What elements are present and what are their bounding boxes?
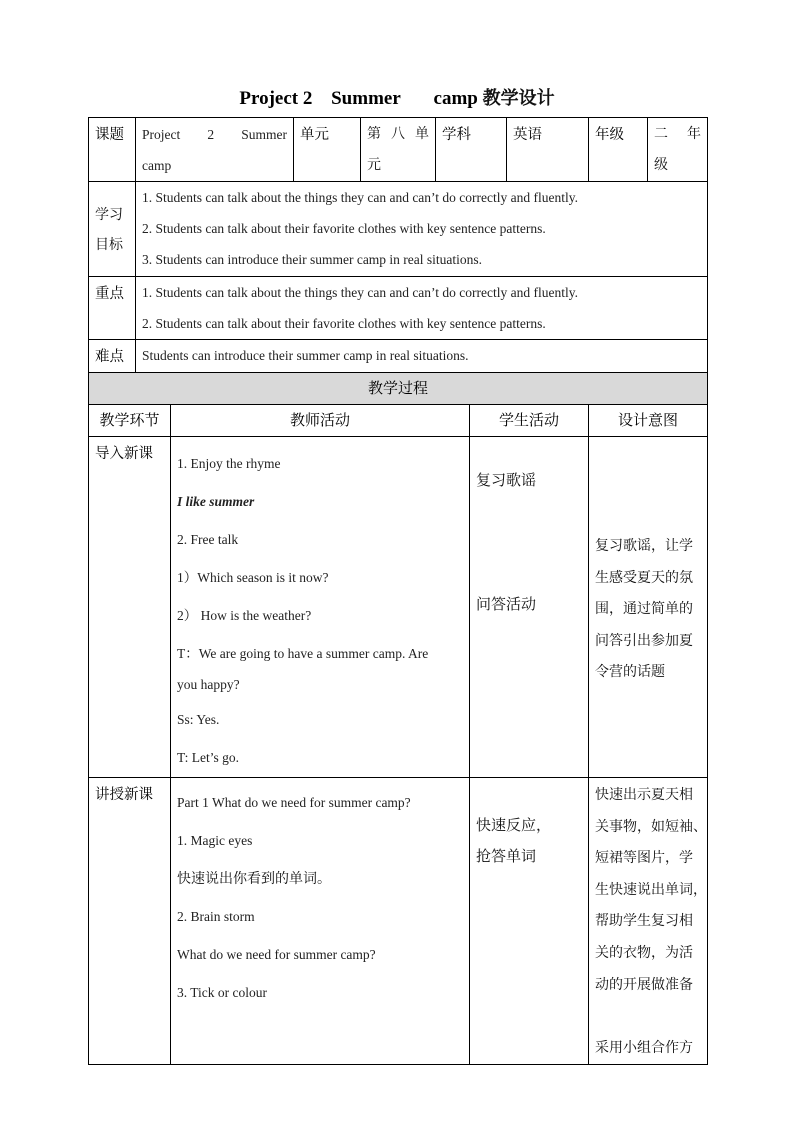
key-point-item: 2. Students can talk about their favorite clothes with key sentence patterns. (142, 316, 546, 331)
student-activity: 复习歌谣 (476, 471, 537, 489)
grade-value: 二 年 级 (648, 118, 708, 182)
student-activity: 问答活动 (476, 595, 537, 613)
header-stage: 教学环节 (89, 405, 171, 437)
lead-in-intent: 复习歌谣，让学 生感受夏天的氛 围，通过简单的 问答引出参加夏 令营的话题 (589, 437, 708, 778)
rhyme-title: I like summer (177, 494, 255, 509)
objective-item: 1. Students can talk about the things they can and can’t do correctly and fluently. (142, 190, 579, 205)
title-project: Project 2 (239, 88, 313, 109)
student-activity: 抢答单词 (476, 847, 537, 865)
lead-in-teacher (171, 437, 470, 778)
unit-value: 第 八 单 元 (361, 118, 436, 182)
lesson-plan-table (88, 117, 708, 1065)
topic-label: 课题 (89, 118, 136, 182)
difficulty-label: 难点 (89, 340, 136, 373)
teacher-line: 1. Enjoy the rhyme (177, 456, 281, 471)
key-points-label: 重点 (89, 277, 136, 340)
title-suffix: 教学设计 (482, 88, 555, 109)
teacher-line: T：We are going to have a summer camp. Are (177, 646, 429, 661)
unit-label: 单元 (294, 118, 361, 182)
topic-value: Project 2 Summer camp (136, 118, 294, 182)
header-student: 学生活动 (470, 405, 589, 437)
lead-in-student (470, 437, 589, 778)
teacher-line: 1. Magic eyes (177, 833, 253, 848)
new-lesson-intent: 快速出示夏天相 关事物，如短袖、 短裙等图片，学 生快速说出单词， 帮助学生复习相 关的衣物，为活 动的开展做准备 采用小组合作方 (589, 778, 708, 1065)
new-lesson-teacher (171, 778, 470, 1065)
teacher-line: 快速说出你看到的单词。 (177, 871, 331, 887)
objective-item: 3. Students can introduce their summer camp in real situations. (142, 252, 483, 267)
process-title: 教学过程 (89, 373, 708, 405)
difficulty-text: Students can introduce their summer camp in real situations. (136, 340, 708, 373)
objectives-list (136, 182, 708, 277)
teacher-line: 2） How is the weather? (177, 608, 312, 623)
document-title (0, 84, 794, 110)
new-lesson-student (470, 778, 589, 1065)
teacher-line: Part 1 What do we need for summer camp? (177, 795, 411, 810)
teacher-line: 3. Tick or colour (177, 985, 268, 1000)
key-point-item: 1. Students can talk about the things they can and can’t do correctly and fluently. (142, 285, 579, 300)
teacher-line: T: Let’s go. (177, 750, 239, 765)
student-activity: 快速反应， (476, 816, 552, 834)
teacher-line: you happy? (177, 677, 240, 692)
stage-new-lesson: 讲授新课 (89, 778, 171, 1065)
key-points-list (136, 277, 708, 340)
teacher-line: 1）Which season is it now? (177, 570, 329, 585)
header-intent: 设计意图 (589, 405, 708, 437)
stage-lead-in: 导入新课 (89, 437, 171, 778)
subject-label: 学科 (436, 118, 507, 182)
objective-item: 2. Students can talk about their favorite clothes with key sentence patterns. (142, 221, 546, 236)
subject-value: 英语 (507, 118, 589, 182)
teacher-line: What do we need for summer camp? (177, 947, 376, 962)
grade-label: 年级 (589, 118, 648, 182)
objectives-label: 学习 目标 (89, 182, 136, 277)
title-name-1: Summer (331, 88, 401, 109)
teacher-line: 2. Brain storm (177, 909, 255, 924)
teacher-line: 2. Free talk (177, 532, 239, 547)
teacher-line: Ss: Yes. (177, 712, 220, 727)
title-name-2: camp (433, 88, 478, 109)
header-teacher: 教师活动 (171, 405, 470, 437)
